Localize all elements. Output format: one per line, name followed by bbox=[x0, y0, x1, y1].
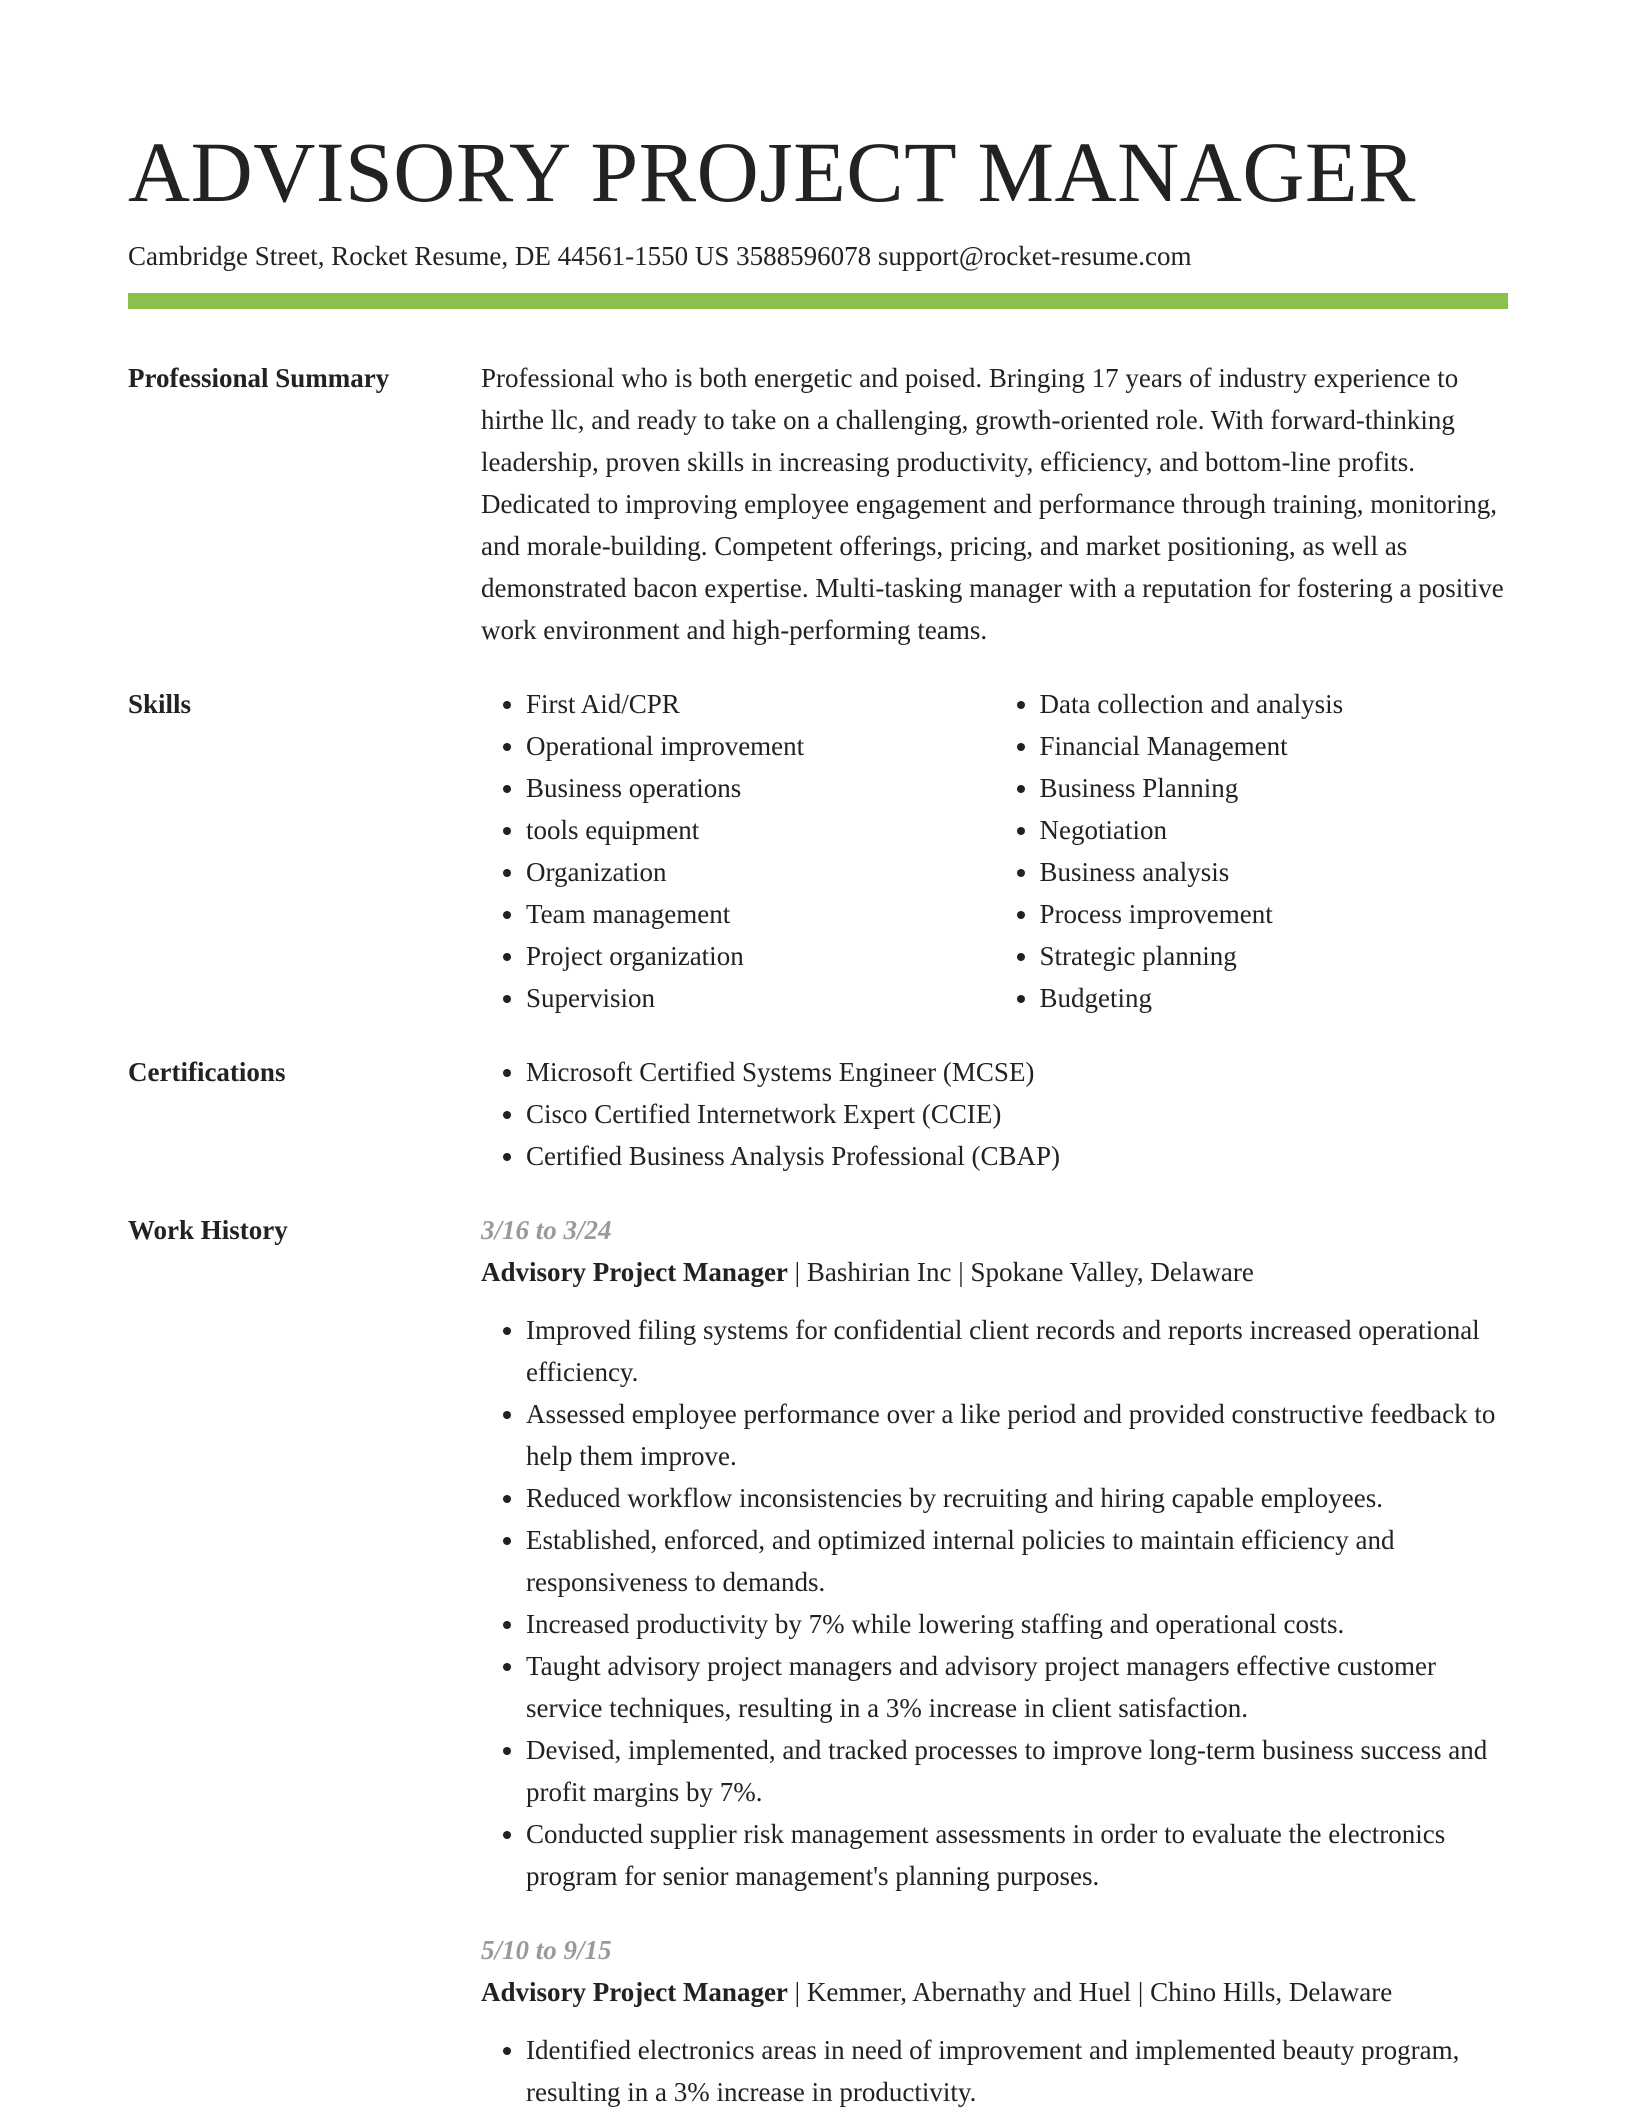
job-location: Spokane Valley, Delaware bbox=[970, 1257, 1254, 1287]
list-item: • Process improvement bbox=[1040, 893, 1509, 935]
list-item: • Project organization bbox=[526, 935, 995, 977]
list-item: • Business operations bbox=[526, 767, 995, 809]
skills-list-left bbox=[481, 683, 995, 1019]
job-bullets bbox=[481, 2029, 1508, 2113]
list-item: • Budgeting bbox=[1040, 977, 1509, 1019]
job-dates: 5/10 to 9/15 bbox=[481, 1935, 612, 1965]
job-title: Advisory Project Manager bbox=[481, 1977, 788, 2007]
list-item: • Data collection and analysis bbox=[1040, 683, 1509, 725]
list-item: • Devised, implemented, and tracked processes to improve long-term business success and profit margins by 7%. bbox=[526, 1729, 1508, 1813]
summary-section bbox=[128, 357, 1508, 651]
job-dates: 3/16 to 3/24 bbox=[481, 1215, 612, 1245]
list-item: • Organization bbox=[526, 851, 995, 893]
job-entry bbox=[481, 1929, 1508, 2113]
resume-name: ADVISORY PROJECT MANAGER bbox=[128, 124, 1416, 220]
list-item: • Business Planning bbox=[1040, 767, 1509, 809]
job-entry bbox=[481, 1209, 1508, 1897]
list-item: • Microsoft Certified Systems Engineer (MCSE) bbox=[526, 1051, 1508, 1093]
contact-email: support@rocket-resume.com bbox=[877, 241, 1192, 271]
list-item: • Identified electronics areas in need of improvement and implemented beauty program, resulting in a 3% increase in productivity. bbox=[526, 2029, 1508, 2113]
resume-page bbox=[128, 120, 1508, 2113]
summary-heading: Professional Summary bbox=[128, 363, 390, 393]
list-item: • Established, enforced, and optimized internal policies to maintain efficiency and responsiveness to demands. bbox=[526, 1519, 1508, 1603]
list-item: • Assessed employee performance over a like period and provided constructive feedback to help them improve. bbox=[526, 1393, 1508, 1477]
job-bullets bbox=[481, 1309, 1508, 1897]
list-item: • Strategic planning bbox=[1040, 935, 1509, 977]
list-item: • Team management bbox=[526, 893, 995, 935]
certifications-section bbox=[128, 1051, 1508, 1177]
list-item: • Supervision bbox=[526, 977, 995, 1019]
list-item: • Negotiation bbox=[1040, 809, 1509, 851]
skills-list-right bbox=[995, 683, 1509, 1019]
contact-address: Cambridge Street, Rocket Resume, DE 44561-1550 US bbox=[128, 241, 730, 271]
list-item: • Financial Management bbox=[1040, 725, 1509, 767]
list-item: • Increased productivity by 7% while lowering staffing and operational costs. bbox=[526, 1603, 1508, 1645]
list-item: • Certified Business Analysis Professional (CBAP) bbox=[526, 1135, 1508, 1177]
skills-heading: Skills bbox=[128, 689, 192, 719]
list-item: • Operational improvement bbox=[526, 725, 995, 767]
list-item: • First Aid/CPR bbox=[526, 683, 995, 725]
list-item: • Business analysis bbox=[1040, 851, 1509, 893]
work-history-section bbox=[128, 1209, 1508, 2113]
job-title-line: Advisory Project Manager | Bashirian Inc | Spokane Valley, Delaware bbox=[481, 1257, 1254, 1287]
header-divider bbox=[128, 293, 1508, 309]
list-item: • Cisco Certified Internetwork Expert (CCIE) bbox=[526, 1093, 1508, 1135]
job-title: Advisory Project Manager bbox=[481, 1257, 788, 1287]
contact-line bbox=[128, 236, 1508, 276]
certifications-list bbox=[481, 1051, 1508, 1177]
list-item: • Taught advisory project managers and advisory project managers effective customer service techniques, resulting in a 3% increase in client satisfaction. bbox=[526, 1645, 1508, 1729]
list-item: • Conducted supplier risk management assessments in order to evaluate the electronics program for senior management's planning purposes. bbox=[526, 1813, 1508, 1897]
certifications-heading: Certifications bbox=[128, 1057, 286, 1087]
work-history-heading: Work History bbox=[128, 1215, 288, 1245]
job-location: Chino Hills, Delaware bbox=[1150, 1977, 1393, 2007]
list-item: • Improved filing systems for confidential client records and reports increased operational efficiency. bbox=[526, 1309, 1508, 1393]
list-item: • Reduced workflow inconsistencies by recruiting and hiring capable employees. bbox=[526, 1477, 1508, 1519]
contact-phone: 3588596078 bbox=[736, 241, 872, 271]
job-title-line: Advisory Project Manager | Kemmer, Abernathy and Huel | Chino Hills, Delaware bbox=[481, 1977, 1393, 2007]
job-company: Bashirian Inc bbox=[806, 1257, 952, 1287]
list-item: • tools equipment bbox=[526, 809, 995, 851]
summary-text: Professional who is both energetic and poised. Bringing 17 years of industry experience to hirthe llc, and ready to take on a challenging, growth-oriented role. With forward-thinking leadership, proven skills in increasing productivity, efficiency, and bottom-line profits. Dedicated to improving employee engagement and performance through training, monitoring, and morale-building. Competent offerings, pricing, and market positioning, as well as demonstrated bacon expertise. Multi-tasking manager with a reputation for fostering a positive work environment and high-performing teams. bbox=[481, 363, 1504, 645]
job-company: Kemmer, Abernathy and Huel bbox=[806, 1977, 1132, 2007]
skills-section bbox=[128, 683, 1508, 1019]
